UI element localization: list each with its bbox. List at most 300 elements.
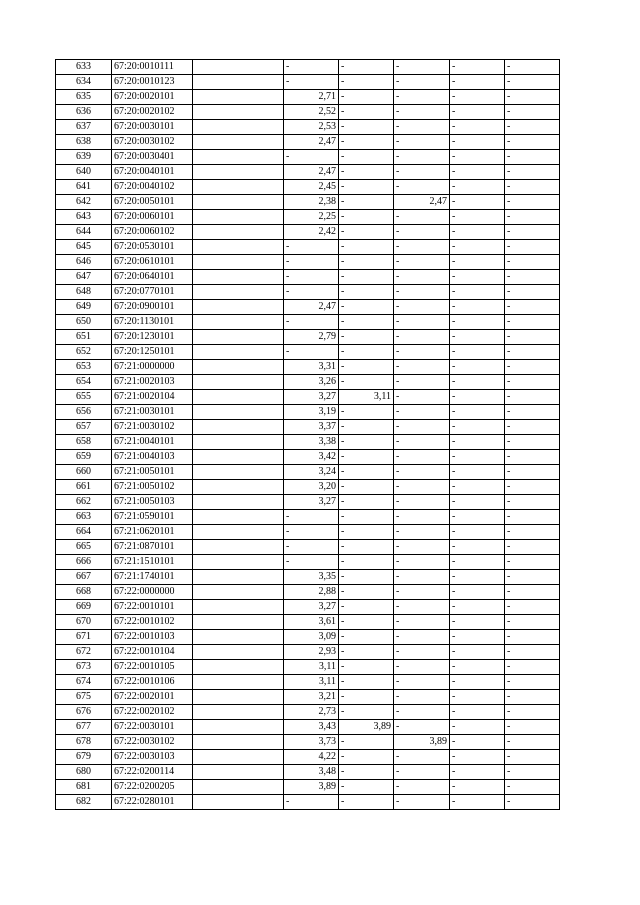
cadastral-code: 67:20:0060102 xyxy=(112,225,193,240)
value-3: 3,89 xyxy=(394,735,450,750)
table-row xyxy=(56,270,560,285)
value-1: - xyxy=(284,75,339,90)
table-row xyxy=(56,135,560,150)
value-1: - xyxy=(284,345,339,360)
cadastral-code: 67:20:0010111 xyxy=(112,60,193,75)
cadastral-code: 67:22:0200114 xyxy=(112,765,193,780)
value-3: - xyxy=(394,780,450,795)
value-2: - xyxy=(339,75,394,90)
value-5: - xyxy=(505,240,560,255)
value-3: - xyxy=(394,375,450,390)
cadastral-code: 67:22:0020101 xyxy=(112,690,193,705)
value-1: - xyxy=(284,795,339,810)
row-number: 668 xyxy=(56,585,112,600)
value-1: - xyxy=(284,315,339,330)
blank-cell xyxy=(193,420,284,435)
value-2: - xyxy=(339,495,394,510)
table-body xyxy=(56,60,560,810)
value-4: - xyxy=(450,465,505,480)
value-4: - xyxy=(450,390,505,405)
value-4: - xyxy=(450,330,505,345)
value-2: - xyxy=(339,360,394,375)
value-2: - xyxy=(339,615,394,630)
blank-cell xyxy=(193,375,284,390)
blank-cell xyxy=(193,270,284,285)
table-row xyxy=(56,210,560,225)
blank-cell xyxy=(193,705,284,720)
cadastral-code: 67:22:0030101 xyxy=(112,720,193,735)
value-3: - xyxy=(394,135,450,150)
table-row xyxy=(56,540,560,555)
value-2: - xyxy=(339,225,394,240)
cadastral-code: 67:22:0280101 xyxy=(112,795,193,810)
value-5: - xyxy=(505,285,560,300)
value-4: - xyxy=(450,555,505,570)
value-2: - xyxy=(339,255,394,270)
row-number: 672 xyxy=(56,645,112,660)
value-4: - xyxy=(450,675,505,690)
value-3: - xyxy=(394,645,450,660)
value-4: - xyxy=(450,210,505,225)
table-row xyxy=(56,60,560,75)
value-3: - xyxy=(394,570,450,585)
cadastral-code: 67:20:0020101 xyxy=(112,90,193,105)
blank-cell xyxy=(193,360,284,375)
blank-cell xyxy=(193,180,284,195)
blank-cell xyxy=(193,675,284,690)
value-4: - xyxy=(450,735,505,750)
row-number: 654 xyxy=(56,375,112,390)
row-number: 669 xyxy=(56,600,112,615)
value-5: - xyxy=(505,555,560,570)
value-2: - xyxy=(339,195,394,210)
table-row xyxy=(56,165,560,180)
value-5: - xyxy=(505,330,560,345)
blank-cell xyxy=(193,795,284,810)
value-4: - xyxy=(450,195,505,210)
value-2: - xyxy=(339,180,394,195)
value-4: - xyxy=(450,255,505,270)
value-3: - xyxy=(394,795,450,810)
value-4: - xyxy=(450,90,505,105)
table-row xyxy=(56,510,560,525)
value-5: - xyxy=(505,510,560,525)
value-2: - xyxy=(339,540,394,555)
row-number: 673 xyxy=(56,660,112,675)
blank-cell xyxy=(193,540,284,555)
cadastral-code: 67:22:0010104 xyxy=(112,645,193,660)
value-1: 3,61 xyxy=(284,615,339,630)
value-1: 2,71 xyxy=(284,90,339,105)
table-row xyxy=(56,420,560,435)
value-5: - xyxy=(505,765,560,780)
value-4: - xyxy=(450,105,505,120)
cadastral-code: 67:20:0770101 xyxy=(112,285,193,300)
blank-cell xyxy=(193,585,284,600)
table-row xyxy=(56,645,560,660)
value-5: - xyxy=(505,165,560,180)
row-number: 676 xyxy=(56,705,112,720)
table-row xyxy=(56,585,560,600)
value-3: - xyxy=(394,690,450,705)
value-5: - xyxy=(505,90,560,105)
value-2: - xyxy=(339,345,394,360)
value-3: - xyxy=(394,615,450,630)
cadastral-code: 67:22:0010106 xyxy=(112,675,193,690)
value-5: - xyxy=(505,60,560,75)
cadastral-code: 67:20:0040102 xyxy=(112,180,193,195)
value-1: 3,37 xyxy=(284,420,339,435)
blank-cell xyxy=(193,135,284,150)
row-number: 642 xyxy=(56,195,112,210)
value-3: - xyxy=(394,150,450,165)
table-row xyxy=(56,555,560,570)
blank-cell xyxy=(193,75,284,90)
row-number: 660 xyxy=(56,465,112,480)
blank-cell xyxy=(193,765,284,780)
table-row xyxy=(56,525,560,540)
cadastral-code: 67:21:0590101 xyxy=(112,510,193,525)
table-row xyxy=(56,450,560,465)
value-2: - xyxy=(339,135,394,150)
value-2: 3,89 xyxy=(339,720,394,735)
value-3: - xyxy=(394,420,450,435)
value-1: 2,25 xyxy=(284,210,339,225)
value-1: 2,79 xyxy=(284,330,339,345)
blank-cell xyxy=(193,495,284,510)
value-4: - xyxy=(450,570,505,585)
table-row xyxy=(56,330,560,345)
value-5: - xyxy=(505,255,560,270)
value-4: - xyxy=(450,780,505,795)
value-4: - xyxy=(450,510,505,525)
value-1: - xyxy=(284,540,339,555)
value-5: - xyxy=(505,585,560,600)
cadastral-code: 67:20:1230101 xyxy=(112,330,193,345)
cadastral-code: 67:22:0010105 xyxy=(112,660,193,675)
blank-cell xyxy=(193,150,284,165)
value-2: - xyxy=(339,585,394,600)
value-5: - xyxy=(505,720,560,735)
blank-cell xyxy=(193,225,284,240)
data-table xyxy=(55,59,560,810)
blank-cell xyxy=(193,780,284,795)
value-3: - xyxy=(394,225,450,240)
table-row xyxy=(56,225,560,240)
cadastral-code: 67:20:0640101 xyxy=(112,270,193,285)
table-row xyxy=(56,630,560,645)
table-row xyxy=(56,75,560,90)
value-2: - xyxy=(339,120,394,135)
blank-cell xyxy=(193,435,284,450)
row-number: 665 xyxy=(56,540,112,555)
value-4: - xyxy=(450,225,505,240)
value-3: - xyxy=(394,750,450,765)
value-3: - xyxy=(394,315,450,330)
value-4: - xyxy=(450,60,505,75)
table-row xyxy=(56,495,560,510)
table-row xyxy=(56,795,560,810)
cadastral-code: 67:20:0030102 xyxy=(112,135,193,150)
value-4: - xyxy=(450,180,505,195)
table-row xyxy=(56,240,560,255)
value-5: - xyxy=(505,780,560,795)
value-1: 2,42 xyxy=(284,225,339,240)
row-number: 674 xyxy=(56,675,112,690)
row-number: 663 xyxy=(56,510,112,525)
value-2: - xyxy=(339,315,394,330)
blank-cell xyxy=(193,255,284,270)
row-number: 653 xyxy=(56,360,112,375)
cadastral-code: 67:21:0050102 xyxy=(112,480,193,495)
cadastral-code: 67:20:0030101 xyxy=(112,120,193,135)
value-2: - xyxy=(339,240,394,255)
cadastral-code: 67:20:0030401 xyxy=(112,150,193,165)
blank-cell xyxy=(193,615,284,630)
value-2: - xyxy=(339,570,394,585)
blank-cell xyxy=(193,660,284,675)
value-2: - xyxy=(339,270,394,285)
value-4: - xyxy=(450,525,505,540)
value-2: - xyxy=(339,330,394,345)
value-4: - xyxy=(450,765,505,780)
value-5: - xyxy=(505,465,560,480)
cadastral-code: 67:21:0030101 xyxy=(112,405,193,420)
value-4: - xyxy=(450,315,505,330)
value-5: - xyxy=(505,105,560,120)
row-number: 670 xyxy=(56,615,112,630)
value-4: - xyxy=(450,120,505,135)
value-1: 2,53 xyxy=(284,120,339,135)
value-4: - xyxy=(450,645,505,660)
value-5: - xyxy=(505,225,560,240)
value-1: 3,19 xyxy=(284,405,339,420)
value-1: 3,11 xyxy=(284,675,339,690)
value-2: - xyxy=(339,705,394,720)
value-2: - xyxy=(339,690,394,705)
value-4: - xyxy=(450,585,505,600)
value-2: - xyxy=(339,645,394,660)
row-number: 655 xyxy=(56,390,112,405)
cadastral-code: 67:20:0900101 xyxy=(112,300,193,315)
value-3: - xyxy=(394,405,450,420)
value-1: - xyxy=(284,285,339,300)
cadastral-code: 67:20:1130101 xyxy=(112,315,193,330)
row-number: 679 xyxy=(56,750,112,765)
blank-cell xyxy=(193,645,284,660)
row-number: 652 xyxy=(56,345,112,360)
value-3: - xyxy=(394,390,450,405)
cadastral-code: 67:20:1250101 xyxy=(112,345,193,360)
cadastral-code: 67:20:0010123 xyxy=(112,75,193,90)
value-1: - xyxy=(284,150,339,165)
value-5: - xyxy=(505,270,560,285)
blank-cell xyxy=(193,405,284,420)
value-4: - xyxy=(450,660,505,675)
value-1: 3,11 xyxy=(284,660,339,675)
value-2: - xyxy=(339,375,394,390)
value-1: 2,38 xyxy=(284,195,339,210)
row-number: 649 xyxy=(56,300,112,315)
cadastral-code: 67:20:0040101 xyxy=(112,165,193,180)
blank-cell xyxy=(193,690,284,705)
value-3: - xyxy=(394,75,450,90)
row-number: 661 xyxy=(56,480,112,495)
value-2: - xyxy=(339,105,394,120)
row-number: 647 xyxy=(56,270,112,285)
value-5: - xyxy=(505,690,560,705)
value-4: - xyxy=(450,705,505,720)
value-4: - xyxy=(450,795,505,810)
value-5: - xyxy=(505,315,560,330)
row-number: 650 xyxy=(56,315,112,330)
row-number: 680 xyxy=(56,765,112,780)
value-2: - xyxy=(339,165,394,180)
value-1: 2,52 xyxy=(284,105,339,120)
row-number: 671 xyxy=(56,630,112,645)
blank-cell xyxy=(193,120,284,135)
value-4: - xyxy=(450,285,505,300)
value-2: - xyxy=(339,285,394,300)
value-5: - xyxy=(505,180,560,195)
row-number: 651 xyxy=(56,330,112,345)
value-5: - xyxy=(505,195,560,210)
table-row xyxy=(56,735,560,750)
value-5: - xyxy=(505,390,560,405)
table-row xyxy=(56,195,560,210)
value-3: - xyxy=(394,495,450,510)
value-5: - xyxy=(505,570,560,585)
value-2: - xyxy=(339,90,394,105)
cadastral-code: 67:21:0020104 xyxy=(112,390,193,405)
value-2: - xyxy=(339,675,394,690)
value-2: - xyxy=(339,480,394,495)
value-2: - xyxy=(339,525,394,540)
value-5: - xyxy=(505,375,560,390)
cadastral-code: 67:20:0020102 xyxy=(112,105,193,120)
cadastral-code: 67:22:0010102 xyxy=(112,615,193,630)
value-5: - xyxy=(505,660,560,675)
value-1: 3,38 xyxy=(284,435,339,450)
row-number: 659 xyxy=(56,450,112,465)
blank-cell xyxy=(193,90,284,105)
cadastral-code: 67:21:0620101 xyxy=(112,525,193,540)
row-number: 667 xyxy=(56,570,112,585)
table-row xyxy=(56,675,560,690)
value-2: - xyxy=(339,60,394,75)
value-3: - xyxy=(394,660,450,675)
value-1: - xyxy=(284,555,339,570)
value-1: 3,43 xyxy=(284,720,339,735)
value-1: 2,93 xyxy=(284,645,339,660)
blank-cell xyxy=(193,330,284,345)
cadastral-code: 67:21:1510101 xyxy=(112,555,193,570)
value-2: - xyxy=(339,300,394,315)
table-row xyxy=(56,750,560,765)
value-2: - xyxy=(339,405,394,420)
value-5: - xyxy=(505,405,560,420)
blank-cell xyxy=(193,480,284,495)
value-3: - xyxy=(394,705,450,720)
table-row xyxy=(56,375,560,390)
blank-cell xyxy=(193,510,284,525)
cadastral-code: 67:22:0030103 xyxy=(112,750,193,765)
cadastral-code: 67:22:0020102 xyxy=(112,705,193,720)
value-5: - xyxy=(505,645,560,660)
cadastral-code: 67:20:0530101 xyxy=(112,240,193,255)
value-3: - xyxy=(394,285,450,300)
row-number: 639 xyxy=(56,150,112,165)
value-3: - xyxy=(394,105,450,120)
row-number: 657 xyxy=(56,420,112,435)
table-row xyxy=(56,600,560,615)
cadastral-code: 67:21:0030102 xyxy=(112,420,193,435)
table-row xyxy=(56,150,560,165)
value-2: - xyxy=(339,450,394,465)
value-1: - xyxy=(284,525,339,540)
value-4: - xyxy=(450,240,505,255)
row-number: 662 xyxy=(56,495,112,510)
value-1: 3,09 xyxy=(284,630,339,645)
value-2: - xyxy=(339,765,394,780)
value-3: - xyxy=(394,60,450,75)
blank-cell xyxy=(193,60,284,75)
row-number: 645 xyxy=(56,240,112,255)
value-1: 3,89 xyxy=(284,780,339,795)
row-number: 666 xyxy=(56,555,112,570)
value-2: - xyxy=(339,150,394,165)
value-4: - xyxy=(450,270,505,285)
blank-cell xyxy=(193,300,284,315)
cadastral-code: 67:22:0200205 xyxy=(112,780,193,795)
value-4: - xyxy=(450,435,505,450)
value-3: - xyxy=(394,300,450,315)
value-5: - xyxy=(505,795,560,810)
value-3: - xyxy=(394,330,450,345)
value-1: 3,31 xyxy=(284,360,339,375)
value-5: - xyxy=(505,750,560,765)
blank-cell xyxy=(193,165,284,180)
blank-cell xyxy=(193,630,284,645)
table-row xyxy=(56,435,560,450)
value-4: - xyxy=(450,150,505,165)
cadastral-code: 67:20:0050101 xyxy=(112,195,193,210)
value-1: 2,47 xyxy=(284,165,339,180)
cadastral-code: 67:21:1740101 xyxy=(112,570,193,585)
cadastral-code: 67:21:0040101 xyxy=(112,435,193,450)
row-number: 644 xyxy=(56,225,112,240)
value-2: 3,11 xyxy=(339,390,394,405)
value-3: - xyxy=(394,255,450,270)
row-number: 664 xyxy=(56,525,112,540)
table-row xyxy=(56,345,560,360)
value-4: - xyxy=(450,480,505,495)
value-5: - xyxy=(505,300,560,315)
value-3: - xyxy=(394,465,450,480)
blank-cell xyxy=(193,195,284,210)
value-4: - xyxy=(450,300,505,315)
blank-cell xyxy=(193,285,284,300)
row-number: 640 xyxy=(56,165,112,180)
value-2: - xyxy=(339,630,394,645)
value-2: - xyxy=(339,420,394,435)
row-number: 675 xyxy=(56,690,112,705)
value-4: - xyxy=(450,135,505,150)
blank-cell xyxy=(193,105,284,120)
row-number: 636 xyxy=(56,105,112,120)
row-number: 634 xyxy=(56,75,112,90)
value-3: - xyxy=(394,765,450,780)
